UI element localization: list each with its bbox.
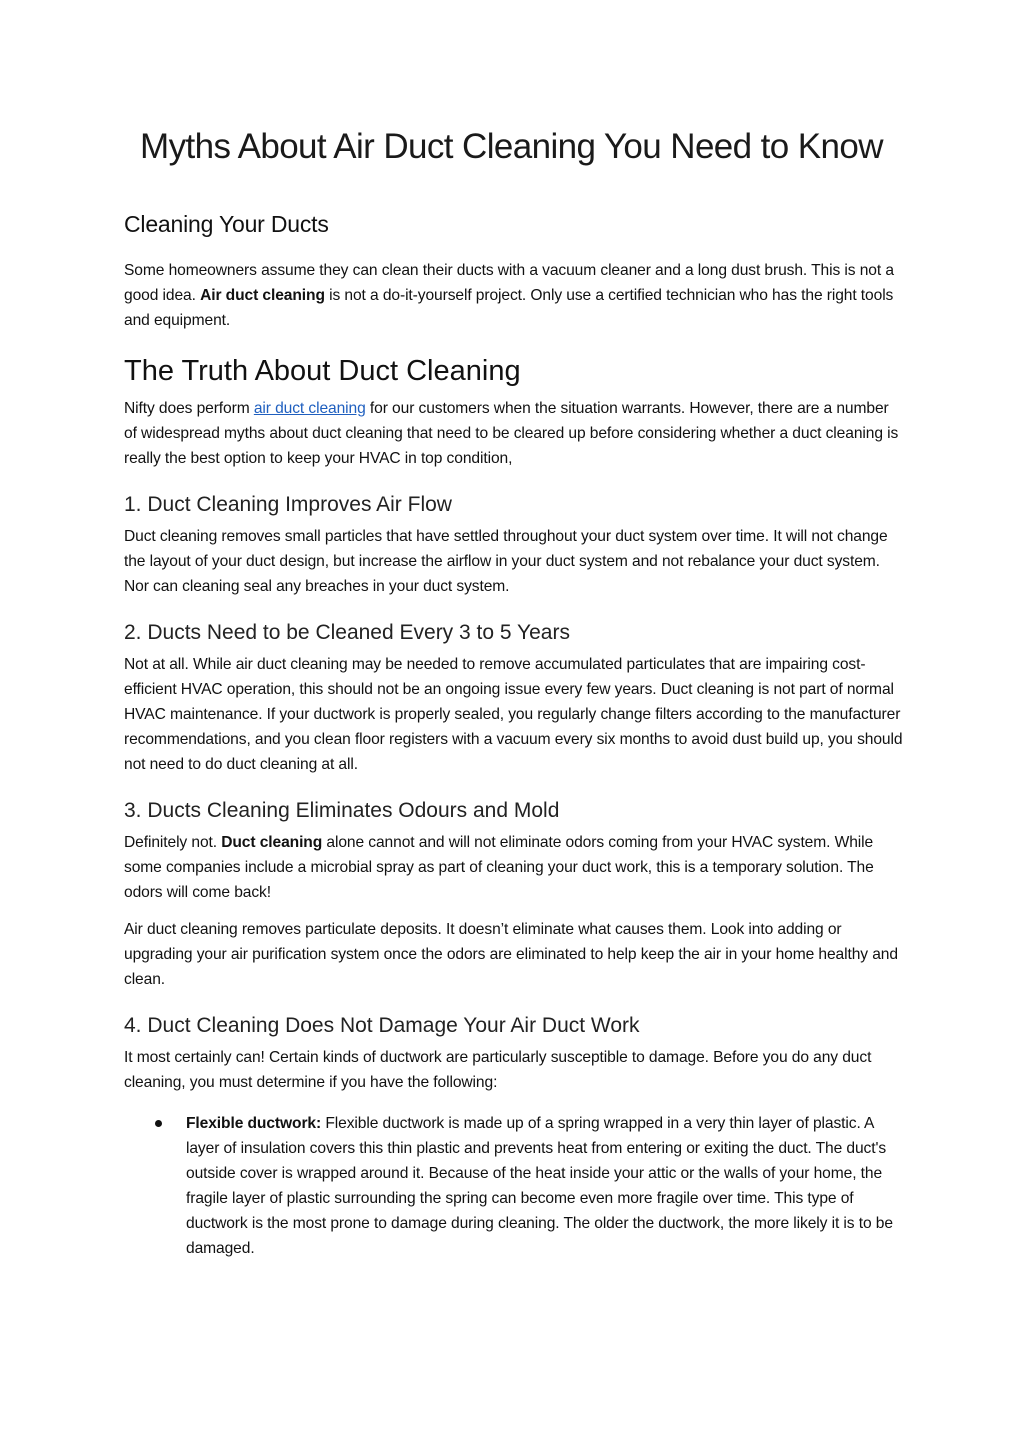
heading-cleaning-your-ducts: Cleaning Your Ducts: [124, 211, 329, 237]
heading-myth-4: 4. Duct Cleaning Does Not Damage Your Air Duct Work: [124, 1014, 640, 1037]
list-item-text: Flexible ductwork is made up of a spring wrapped in a very thin layer of plastic. A layer of insulation covers this thin plastic and prevents heat from entering or exiting the duct. The duct's outside cover is wrapped around it. Because of the heat inside your attic or the walls of your home, the fragile layer of plastic surrounding the spring can become even more fragile over time. This type of ductwork is the most prone to damage during cleaning. The older the ductwork, the more likely it is to be damaged.: [186, 1115, 893, 1257]
paragraph-myth-1: Duct cleaning removes small particles that have settled throughout your duct system over time. It will not change the layout of your duct design, but increase the airflow in your duct system and not rebalance your duct system. Nor can cleaning seal any breaches in your duct system.: [124, 528, 888, 595]
ductwork-types-list: [124, 1111, 904, 1261]
list-item-term: Flexible ductwork:: [186, 1115, 322, 1132]
paragraph-truth: Nifty does perform air duct cleaning for our customers when the situation warrants. However, there are a number of widespread myths about duct cleaning that need to be cleared up before considering whether a duct cleaning is really the best option to keep your HVAC in top condition,: [124, 400, 899, 467]
document-body: [124, 211, 904, 1261]
paragraph-myth-3: Definitely not. Duct cleaning alone cannot and will not eliminate odors coming from your HVAC system. While some companies include a microbial spray as part of cleaning your duct work, this is a temporary solution. The odors will come back!: [124, 834, 874, 901]
paragraph-myth-4: It most certainly can! Certain kinds of ductwork are particularly susceptible to damage. Before you do any duct cleaning, you must determine if you have the following:: [124, 1049, 872, 1091]
heading-myth-2: 2. Ducts Need to be Cleaned Every 3 to 5 Years: [124, 621, 570, 644]
paragraph-cleaning-your-ducts: Some homeowners assume they can clean their ducts with a vacuum cleaner and a long dust brush. This is not a good idea. Air duct cleaning is not a do-it-yourself project. Only use a certified technician who has the right tools and equipment.: [124, 262, 894, 329]
paragraph-myth-2: Not at all. While air duct cleaning may be needed to remove accumulated particulates that are impairing cost-efficient HVAC operation, this should not be an ongoing issue every few years. Duct cleaning is not part of normal HVAC maintenance. If your ductwork is properly sealed, you regularly change filters according to the manufacturer recommendations, and you clean floor registers with a vacuum every six months to avoid dust build up, you should not need to do duct cleaning at all.: [124, 656, 903, 773]
bullet-icon: [155, 1120, 162, 1127]
air-duct-cleaning-link[interactable]: air duct cleaning: [253, 400, 366, 417]
paragraph-myth-3-continued: Air duct cleaning removes particulate deposits. It doesn’t eliminate what causes them. Look into adding or upgrading your air purification system once the odors are eliminated to help keep the air in your home healthy and clean.: [124, 921, 898, 988]
bold-air-duct-cleaning: Air duct cleaning: [200, 287, 325, 304]
heading-myth-3: 3. Ducts Cleaning Eliminates Odours and Mold: [124, 799, 560, 822]
bold-duct-cleaning: Duct cleaning: [221, 834, 323, 851]
heading-truth-about-duct-cleaning: The Truth About Duct Cleaning: [124, 355, 521, 387]
heading-myth-1: 1. Duct Cleaning Improves Air Flow: [124, 493, 452, 516]
list-item: [124, 1111, 904, 1261]
page-title: Myths About Air Duct Cleaning You Need to Know: [140, 127, 883, 166]
